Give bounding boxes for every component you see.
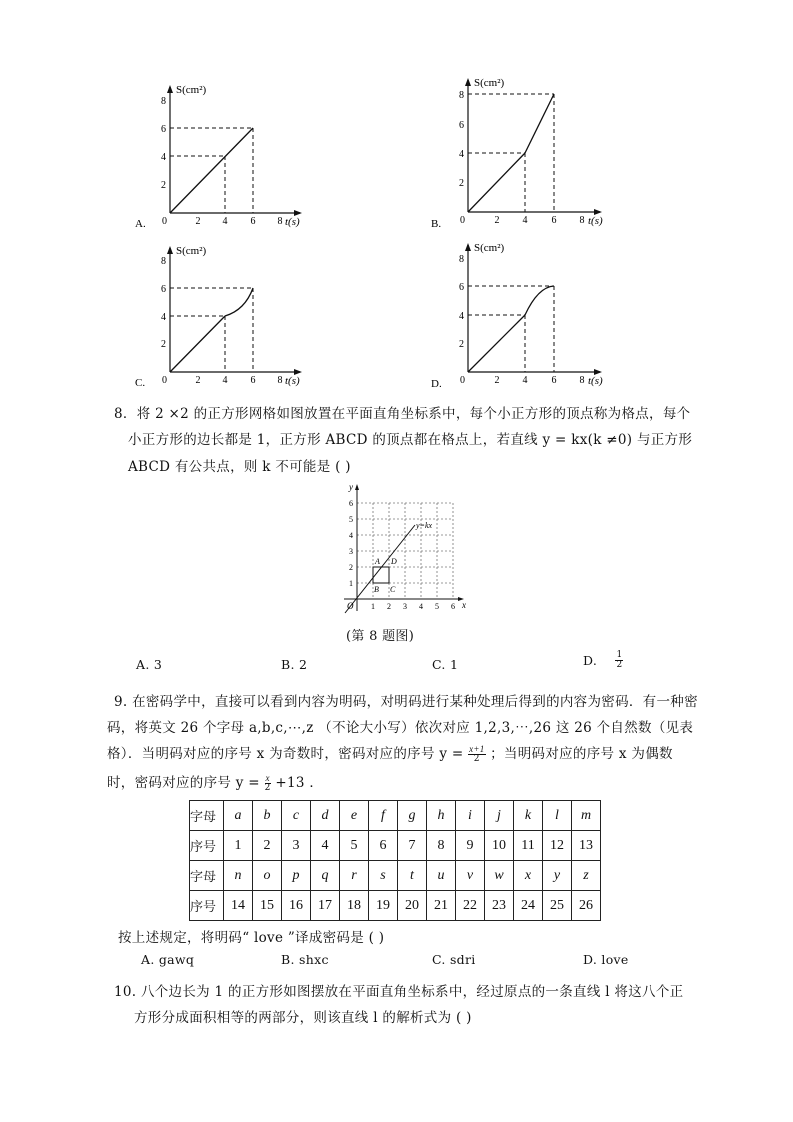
cell-letter: c [282,801,311,831]
q8-fig-xtick-4: 4 [419,602,423,611]
q9-option-c: C. sdri [432,952,476,967]
q9-question: 按上述规定，将明码“ love ”译成密码是 ( ) [118,930,385,946]
graph-d-ytick-8: 8 [459,254,464,265]
cell-number: 10 [485,831,514,861]
q8-option-a: A. 3 [136,657,163,672]
cell-letter: j [485,801,514,831]
q9-option-b: B. shxc [281,952,329,967]
q8-figure [340,478,470,618]
q8-fig-ytick-5: 5 [349,515,353,524]
q8-fig-ytick-4: 4 [349,531,353,540]
cell-letter: b [253,801,282,831]
q8-fig-point-d: D [391,557,397,566]
q9-frac1-num: x+1 [469,744,485,754]
q9-frac2 [265,774,271,793]
q9-option-d: D. love [583,952,629,967]
graph-d-xtick-6: 6 [551,375,557,386]
graph-a-xtick-4: 4 [222,216,228,227]
cell-number: 22 [456,891,485,921]
graph-c-origin: 0 [162,375,167,386]
graph-a-ytick-8: 8 [161,96,166,107]
q8-option-d-letter: D. [583,653,598,668]
q9-line3-b: ；当明码对应的序号 x 为偶数 [490,746,673,762]
graph-b-ytick-4: 4 [459,149,464,160]
q9-line3-a: 格）．当明码对应的序号 x 为奇数时，密码对应的序号 y = [107,746,464,762]
graph-d-xtick-4: 4 [522,375,528,386]
cell-letter: u [427,861,456,891]
q8-fig-ytick-2: 2 [349,563,353,572]
q8-caption: (第 8 题图) [346,629,415,644]
cipher-row-letters-2 [190,861,601,891]
cell-number: 18 [340,891,369,921]
cell-number: 7 [398,831,427,861]
cell-number: 8 [427,831,456,861]
q8-fig-origin: O [347,601,354,611]
row-head: 字母 [190,861,224,891]
q8-fig-point-b: B [374,585,379,594]
cell-number: 23 [485,891,514,921]
row-head: 字母 [190,801,224,831]
q9-line4-a: 时，密码对应的序号 y = [107,775,260,791]
graph-c-xlabel: t(s) [285,375,300,387]
q8-fig-point-c: C [390,585,396,594]
graph-a-letter: A. [135,218,146,230]
graph-a-xtick-6: 6 [250,216,256,227]
q10-line2: 方形分成面积相等的两部分，则该直线 l 的解析式为 ( ) [134,1010,472,1026]
cell-letter: e [340,801,369,831]
cell-letter: p [282,861,311,891]
q9-frac2-num: x [265,773,270,783]
cipher-table [189,800,601,921]
cell-letter: h [427,801,456,831]
cell-number: 15 [253,891,282,921]
q8-option-d-num: 1 [616,650,623,660]
cell-number: 16 [282,891,311,921]
cell-number: 19 [369,891,398,921]
graph-b-letter: B. [431,218,442,230]
graph-a-xtick-8: 8 [277,216,283,227]
graph-c-xtick-4: 4 [222,375,228,386]
cipher-row-letters-1 [190,801,601,831]
cell-number: 20 [398,891,427,921]
q8-fig-line-label: y=kx [416,521,433,530]
q8-fig-xtick-6: 6 [451,602,455,611]
cell-number: 13 [572,831,601,861]
graph-c-xtick-6: 6 [250,375,256,386]
q8-option-d [583,651,623,670]
cell-number: 14 [224,891,253,921]
graph-a-ytick-6: 6 [161,124,166,135]
graph-a-svg [130,75,310,235]
graph-d-xlabel: t(s) [588,375,603,387]
cell-number: 9 [456,831,485,861]
cell-letter: l [543,801,572,831]
graph-c [130,238,310,393]
graph-c-letter: C. [135,377,146,389]
graph-a-origin: 0 [162,216,167,227]
q9-frac1-den: 2 [473,754,480,764]
cell-number: 1 [224,831,253,861]
cell-letter: f [369,801,398,831]
graph-d [428,235,618,393]
q9-frac1 [468,745,485,764]
cell-letter: i [456,801,485,831]
graph-d-letter: D. [431,378,442,390]
cell-letter: a [224,801,253,831]
cell-number: 5 [340,831,369,861]
graph-b-ytick-2: 2 [459,178,464,189]
row-head: 序号 [190,831,224,861]
q9-line4 [107,771,323,793]
cell-letter: x [514,861,543,891]
graph-b [428,72,618,235]
graph-a-xtick-2: 2 [195,216,201,227]
graph-a-ytick-2: 2 [161,180,166,191]
q8-figure-svg [340,478,470,618]
q9-frac2-den: 2 [264,783,271,793]
graph-b-svg [428,72,618,235]
q8-option-d-den: 2 [616,660,623,670]
cell-number: 3 [282,831,311,861]
graph-b-origin: 0 [460,215,465,226]
graph-b-xtick-2: 2 [494,215,500,226]
cell-number: 12 [543,831,572,861]
cell-letter: s [369,861,398,891]
graph-b-xtick-4: 4 [522,215,528,226]
q8-line2: 小正方形的边长都是 1，正方形 ABCD 的顶点都在格点上，若直线 y = kx(k ≠0) 与正方形 [128,432,693,448]
q8-option-c: C. 1 [432,657,459,672]
graph-c-ytick-6: 6 [161,284,166,295]
cell-letter: d [311,801,340,831]
cell-letter: o [253,861,282,891]
graph-c-ytick-2: 2 [161,339,166,350]
graph-d-xtick-2: 2 [494,375,500,386]
cell-number: 24 [514,891,543,921]
graph-b-ytick-6: 6 [459,120,464,131]
cell-letter: y [543,861,572,891]
q8-line1: 8．将 2 ×2 的正方形网格如图放置在平面直角坐标系中，每个小正方形的顶点称为格点，每个 [114,406,691,422]
cell-letter: n [224,861,253,891]
cell-letter: g [398,801,427,831]
graph-c-ytick-8: 8 [161,256,166,267]
q8-fig-xtick-5: 5 [435,602,439,611]
q8-fig-point-a: A [375,557,380,566]
cell-number: 4 [311,831,340,861]
graph-a [130,75,310,235]
graph-d-ylabel: S(cm²) [474,242,505,254]
q8-fig-xtick-2: 2 [387,602,391,611]
graph-d-xtick-8: 8 [579,375,585,386]
graph-b-xtick-6: 6 [551,215,557,226]
q8-option-b: B. 2 [281,657,308,672]
q8-line3: ABCD 有公共点，则 k 不可能是 ( ) [128,459,351,475]
graph-b-xtick-8: 8 [579,215,585,226]
cipher-row-numbers-1 [190,831,601,861]
cipher-row-numbers-2 [190,891,601,921]
cell-letter: r [340,861,369,891]
graph-c-ylabel: S(cm²) [176,245,207,257]
q9-line1: 9. 在密码学中，直接可以看到内容为明码，对明码进行某种处理后得到的内容为密码．有一种密 [114,694,698,710]
graph-d-origin: 0 [460,375,465,386]
q8-option-d-fraction [615,651,623,670]
graph-d-ytick-4: 4 [459,311,464,322]
q8-fig-ytick-1: 1 [349,579,353,588]
graph-a-ylabel: S(cm²) [176,84,207,96]
graph-a-ytick-4: 4 [161,152,166,163]
q9-line2: 码，将英文 26 个字母 a,b,c,⋯,z （不论大小写）依次对应 1,2,3,⋯,26 这 26 个自然数（见表 [107,720,694,736]
cell-number: 26 [572,891,601,921]
q10-line1: 10. 八个边长为 1 的正方形如图摆放在平面直角坐标系中，经过原点的一条直线 l 将这八个正 [114,984,684,1000]
cell-letter: v [456,861,485,891]
cell-letter: w [485,861,514,891]
q9-line3 [107,742,673,764]
cell-letter: m [572,801,601,831]
cell-number: 2 [253,831,282,861]
cell-letter: q [311,861,340,891]
q8-fig-y-axis: y [349,482,353,492]
q8-fig-ytick-3: 3 [349,547,353,556]
graph-d-ytick-2: 2 [459,339,464,350]
graph-d-ytick-6: 6 [459,282,464,293]
cell-number: 25 [543,891,572,921]
cell-letter: z [572,861,601,891]
graph-b-ytick-8: 8 [459,90,464,101]
graph-c-xtick-8: 8 [277,375,283,386]
graph-c-ytick-4: 4 [161,312,166,323]
q8-fig-ytick-6: 6 [349,499,353,508]
q8-fig-xtick-3: 3 [403,602,407,611]
graph-a-xlabel: t(s) [285,216,300,228]
cell-number: 6 [369,831,398,861]
graph-b-ylabel: S(cm²) [474,77,505,89]
graph-d-svg [428,235,618,393]
row-head: 序号 [190,891,224,921]
cell-number: 21 [427,891,456,921]
cell-letter: t [398,861,427,891]
q9-line4-b: +13 ． [275,775,324,791]
cell-letter: k [514,801,543,831]
cell-number: 17 [311,891,340,921]
q9-option-a: A. gawq [141,952,195,967]
cell-number: 11 [514,831,543,861]
q8-fig-x-axis: x [462,600,466,610]
graph-c-xtick-2: 2 [195,375,201,386]
graph-c-svg [130,238,310,393]
q8-fig-xtick-1: 1 [371,602,375,611]
graph-b-xlabel: t(s) [588,215,603,227]
